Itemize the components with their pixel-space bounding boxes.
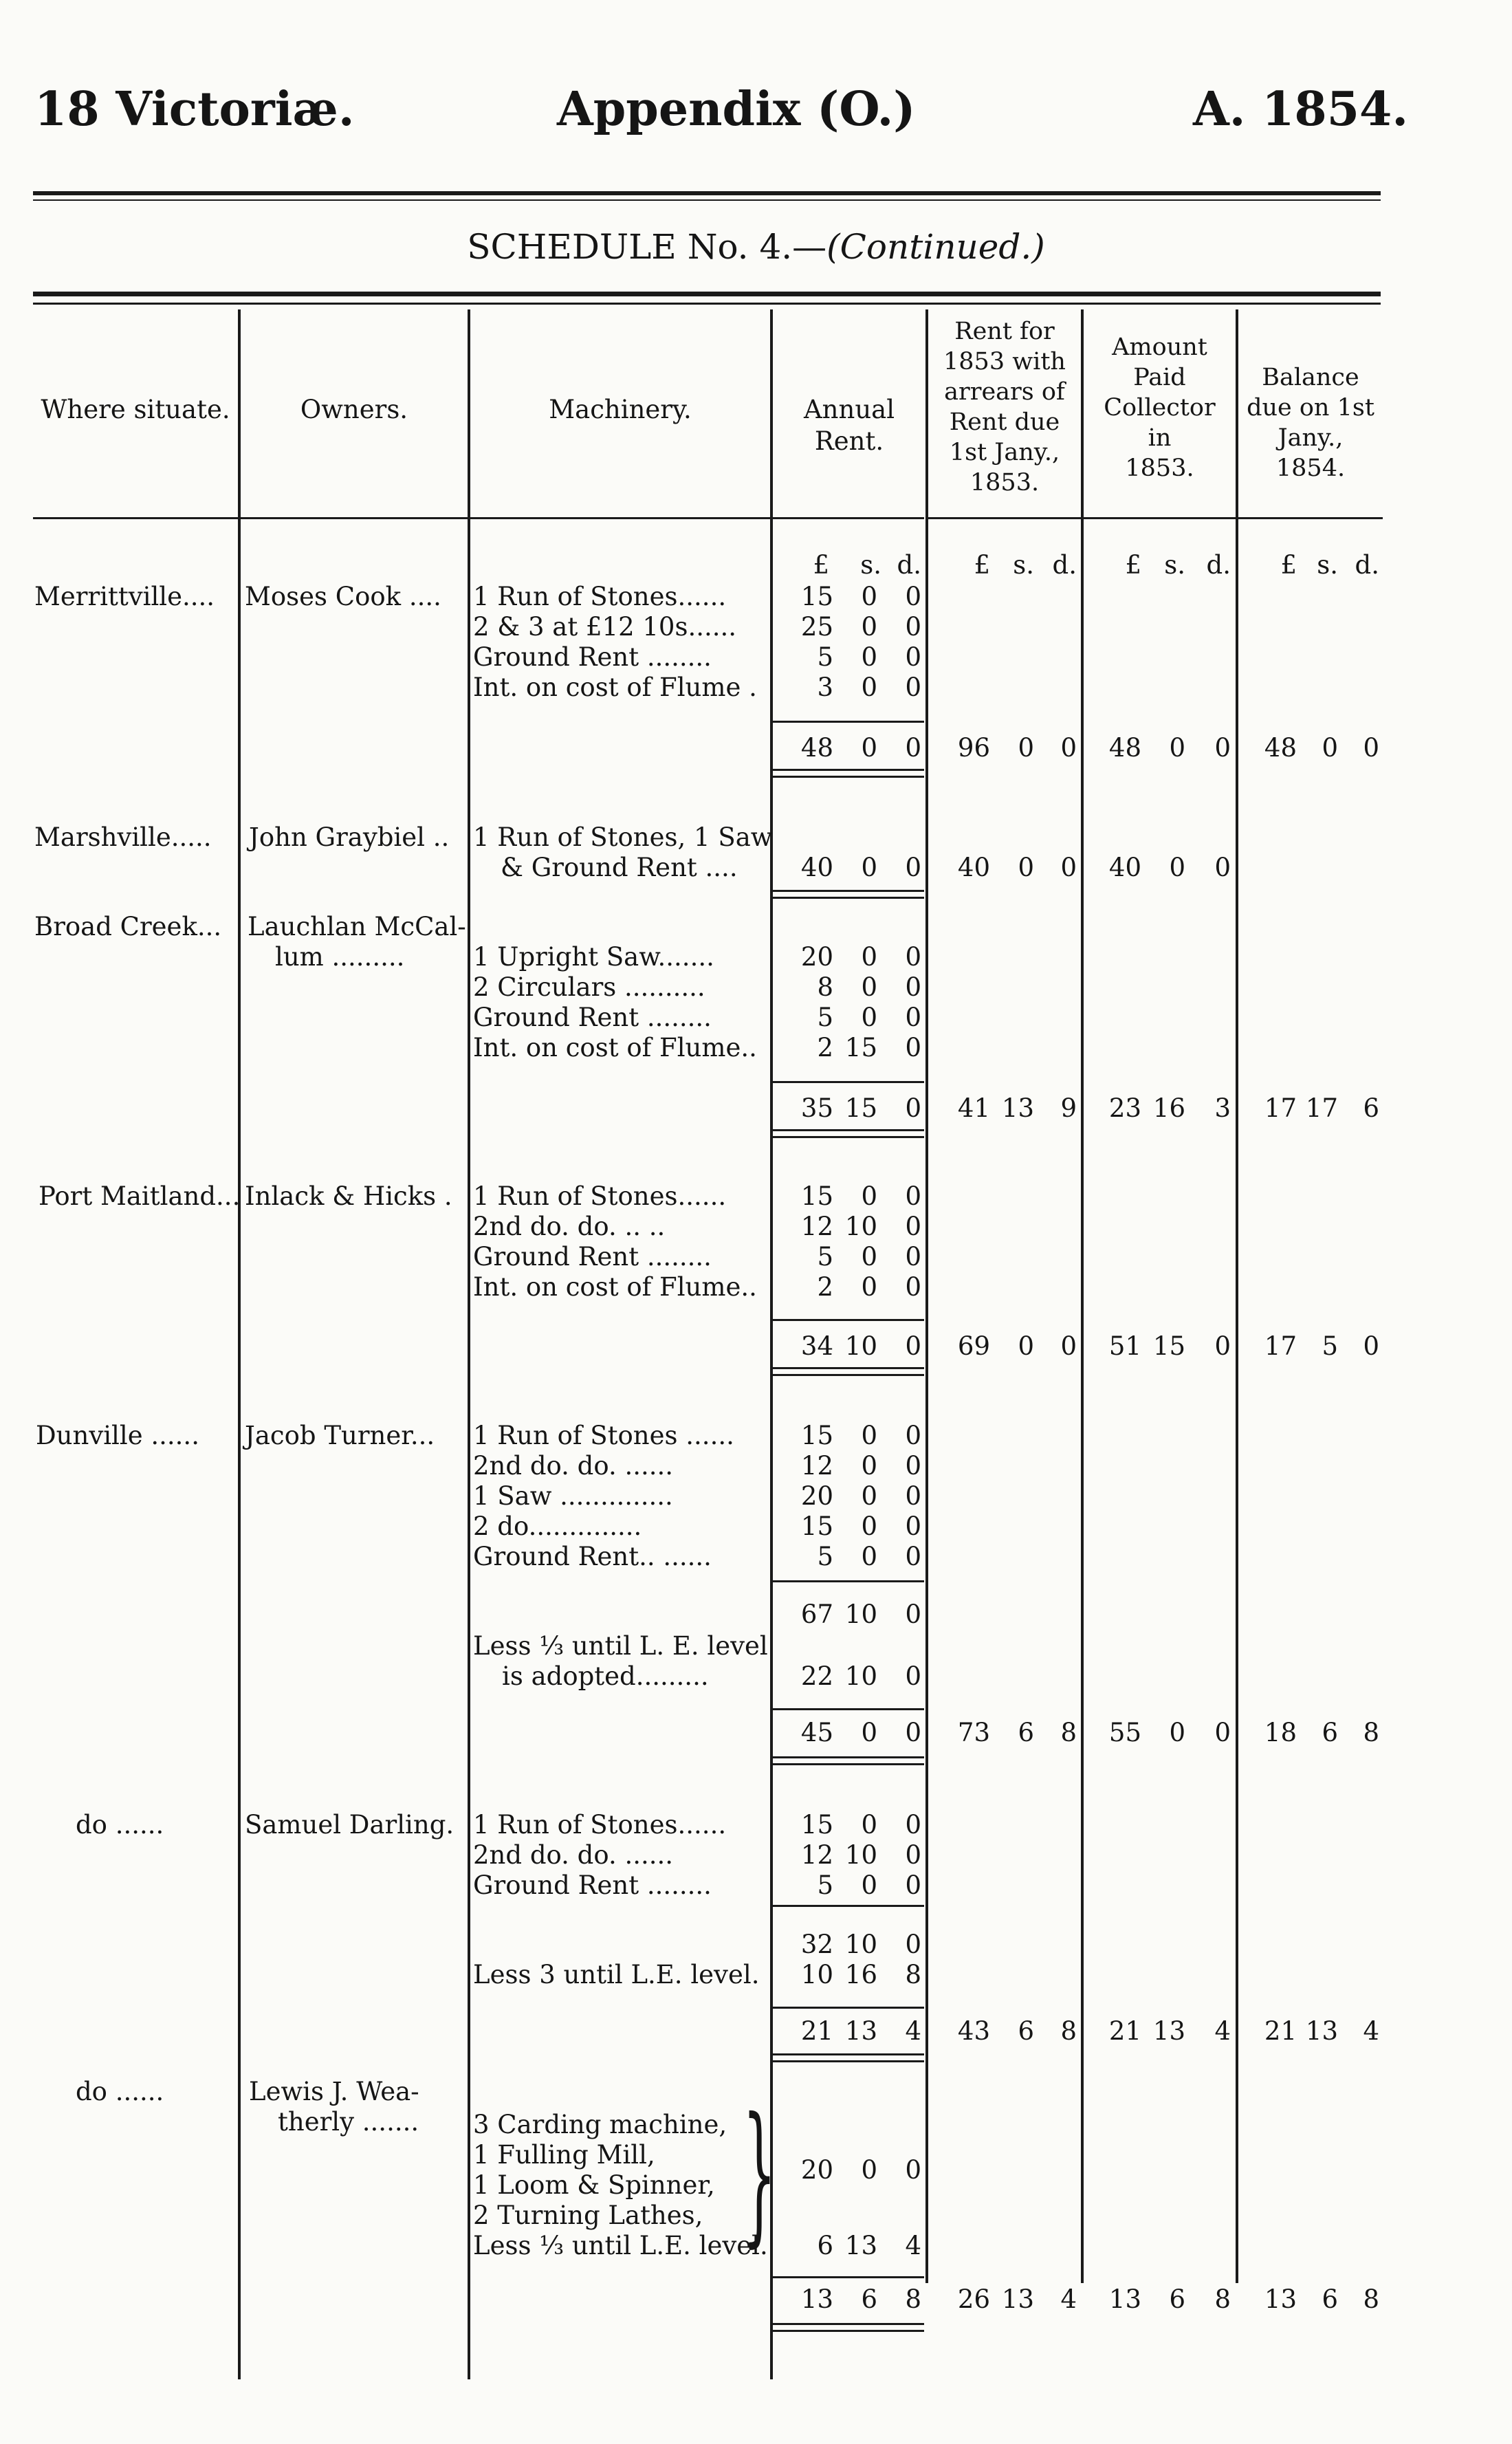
schedule-title: SCHEDULE No. 4.—(Continued.) [467, 227, 1045, 267]
sum-rule [773, 1319, 924, 1321]
unit-pounds-rent: £ [974, 550, 990, 580]
machinery-line: 1 Run of Stones ...... [473, 1421, 734, 1450]
table-top-rule-thin [33, 303, 1381, 305]
header-center: Appendix (O.) [557, 82, 916, 137]
owner-john-graybiel: John Graybiel .. [249, 822, 450, 852]
sum-rule [773, 2276, 924, 2278]
total-rule-2 [773, 897, 924, 899]
col-header-annual-rent: Annual Rent. [803, 395, 895, 456]
machinery-line: Int. on cost of Flume.. [473, 1272, 757, 1302]
total-rule-1 [773, 1367, 924, 1369]
col-header-owners: Owners. [300, 395, 408, 424]
owner-lewis-weatherly-cont: therly ....... [278, 2107, 419, 2137]
total-rule-2 [773, 2330, 924, 2332]
place-marshville: Marshville..... [34, 822, 212, 852]
place-ditto: do ...... [76, 1810, 164, 1840]
col-sep-3 [770, 309, 773, 2379]
col-sep-1 [238, 309, 241, 2379]
owner-samuel-darling: Samuel Darling. [245, 1810, 454, 1840]
machinery-line: 2nd do. do. ...... [473, 1451, 674, 1481]
table-top-rule-thick [33, 292, 1381, 296]
unit-shillings-annual: s. [860, 550, 881, 580]
place-merrittville: Merrittville.... [34, 582, 215, 611]
col-sep-4 [925, 309, 928, 2283]
brace-icon: } [743, 2085, 776, 2261]
col-header-balance: Balance due on 1st Jany., 1854. [1247, 364, 1374, 482]
header-bottom-rule [33, 517, 924, 519]
col-sep-5 [1081, 309, 1084, 2283]
machinery-line: Ground Rent ........ [473, 1242, 712, 1272]
unit-pounds-annual: £ [813, 550, 829, 580]
machinery-line: 1 Run of Stones, 1 Saw [473, 822, 773, 852]
unit-pounds-paid: £ [1125, 550, 1141, 580]
less-note: Less ⅓ until L. E. level [473, 1631, 768, 1661]
col-header-rent-1853: Rent for 1853 with arrears of Rent due 1st Jany., 1853. [943, 318, 1066, 497]
owner-lewis-weatherly: Lewis J. Wea- [249, 2077, 419, 2106]
total-rule-1 [773, 769, 924, 771]
machinery-line: 1 Loom & Spinner, [473, 2170, 715, 2200]
machinery-line: 1 Fulling Mill, [473, 2140, 655, 2170]
header-rule-thin [33, 199, 1381, 201]
header-bottom-rule-paid [1084, 517, 1236, 519]
machinery-line: Int. on cost of Flume.. [473, 1033, 757, 1062]
unit-pence-rent: d. [1052, 550, 1077, 580]
total-rule-2 [773, 1136, 924, 1138]
less-note: Less ⅓ until L.E. level. [473, 2231, 768, 2260]
col-sep-2 [468, 309, 470, 2379]
total-rule-2 [773, 1763, 924, 1765]
sum-rule [773, 1580, 924, 1582]
unit-shillings-paid: s. [1164, 550, 1185, 580]
owner-lauchlan-mccallum-cont: lum ......... [275, 942, 405, 972]
machinery-line: & Ground Rent .... [501, 853, 738, 882]
place-port-maitland: Port Maitland... [39, 1181, 241, 1211]
owner-inlack-hicks: Inlack & Hicks . [245, 1181, 452, 1211]
machinery-line: 2nd do. do. ...... [473, 1840, 674, 1870]
header-rule-thick [33, 191, 1381, 195]
total-rule-2 [773, 1374, 924, 1376]
header-left: 18 Victoriæ. [34, 82, 355, 137]
unit-pence-paid: d. [1206, 550, 1231, 580]
header-bottom-rule-balance [1238, 517, 1383, 519]
unit-pounds-balance: £ [1280, 550, 1297, 580]
sum-rule [773, 1708, 924, 1710]
sum-rule [773, 1905, 924, 1907]
owner-moses-cook: Moses Cook .... [245, 582, 441, 611]
owner-jacob-turner: Jacob Turner... [245, 1421, 435, 1450]
col-header-where: Where situate. [41, 395, 230, 424]
unit-pence-annual: d. [897, 550, 921, 580]
machinery-line: 2 do.............. [473, 1512, 642, 1541]
machinery-line: Ground Rent ........ [473, 1870, 712, 1900]
place-ditto: do ...... [76, 2077, 164, 2106]
total-rule-1 [773, 1129, 924, 1131]
total-rule-1 [773, 2323, 924, 2325]
machinery-line: 1 Upright Saw....... [473, 942, 714, 972]
machinery-line: 2 Turning Lathes, [473, 2201, 703, 2230]
machinery-line: 1 Saw .............. [473, 1481, 673, 1511]
sum-rule [773, 721, 924, 723]
col-header-amount-paid: Amount Paid Collector in 1853. [1104, 334, 1216, 482]
less-note-cont: is adopted......... [502, 1661, 709, 1691]
total-rule-2 [773, 2060, 924, 2062]
machinery-line: 1 Run of Stones...... [473, 1181, 727, 1211]
col-header-machinery: Machinery. [549, 395, 692, 424]
machinery-line: Ground Rent ........ [473, 642, 712, 672]
machinery-line: Ground Rent.. ...... [473, 1542, 712, 1571]
total-rule-1 [773, 2053, 924, 2055]
machinery-line: 3 Carding machine, [473, 2110, 727, 2139]
owner-lauchlan-mccallum: Lauchlan McCal- [248, 912, 466, 941]
machinery-line: 2nd do. do. .. .. [473, 1212, 666, 1241]
total-rule-1 [773, 890, 924, 892]
sum-rule [773, 1081, 924, 1083]
unit-pence-balance: d. [1355, 550, 1379, 580]
total-rule-2 [773, 776, 924, 778]
machinery-line: Int. on cost of Flume . [473, 673, 757, 702]
header-right: A. 1854. [1193, 82, 1409, 137]
sum-rule [773, 2007, 924, 2009]
place-broad-creek: Broad Creek... [34, 912, 222, 941]
unit-shillings-balance: s. [1317, 550, 1338, 580]
place-dunville: Dunville ...... [36, 1421, 199, 1450]
machinery-line: 2 & 3 at £12 10s...... [473, 612, 737, 642]
machinery-line: Ground Rent ........ [473, 1003, 712, 1032]
col-sep-6 [1236, 309, 1238, 2283]
header-bottom-rule-rent [928, 517, 1081, 519]
less-note: Less 3 until L.E. level. [473, 1960, 760, 1989]
unit-shillings-rent: s. [1013, 550, 1034, 580]
total-rule-1 [773, 1756, 924, 1758]
machinery-line: 1 Run of Stones...... [473, 1810, 727, 1840]
machinery-line: 2 Circulars .......... [473, 972, 705, 1002]
machinery-line: 1 Run of Stones...... [473, 582, 727, 611]
